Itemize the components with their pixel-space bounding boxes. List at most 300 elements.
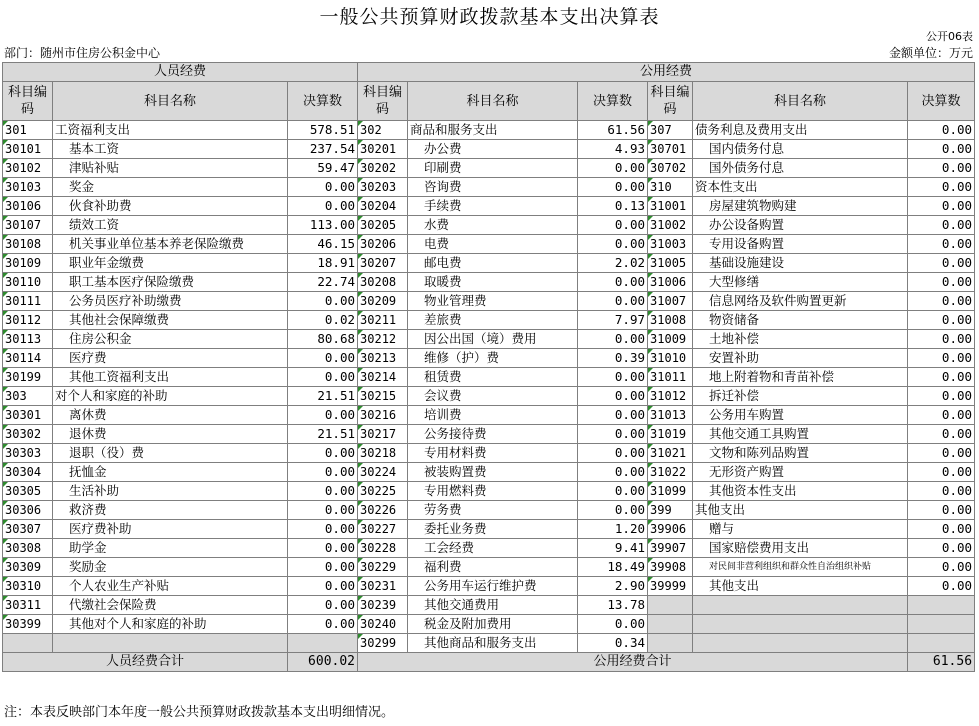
amount-cell: 0.00 [288,539,358,558]
subject-name-cell: 因公出国（境）费用 [408,330,578,349]
cell-indicator-icon [648,349,653,354]
subject-name-cell: 培训费 [408,406,578,425]
cell-indicator-icon [358,273,363,278]
column-header-row [3,82,975,121]
cell-indicator-icon [358,368,363,373]
subject-code-cell: 31013 [648,406,693,425]
subject-code-cell: 30114 [3,349,53,368]
subject-name-cell: 被装购置费 [408,463,578,482]
department-label: 部门：随州市住房公积金中心 [4,46,161,60]
subject-code-cell: 30209 [358,292,408,311]
subject-code-cell: 30202 [358,159,408,178]
cell-indicator-icon [648,425,653,430]
subject-code-cell: 31021 [648,444,693,463]
cell-indicator-icon [3,406,8,411]
amount-cell: 0.00 [908,159,975,178]
subject-name-cell: 奖金 [53,178,288,197]
subject-name-cell: 专用设备购置 [693,235,908,254]
cell-indicator-icon [3,577,8,582]
subject-name-cell [693,596,908,615]
amount-cell: 0.00 [578,463,648,482]
cell-indicator-icon [648,216,653,221]
amount-cell: 0.00 [578,292,648,311]
cell-indicator-icon [3,178,8,183]
table-row [3,596,975,615]
table-row [3,254,975,273]
cell-indicator-icon [358,501,363,506]
cell-indicator-icon [648,444,653,449]
amount-cell: 0.00 [908,577,975,596]
subject-name-cell: 文物和陈列品购置 [693,444,908,463]
subject-code-cell: 31012 [648,387,693,406]
amount-cell: 0.00 [288,368,358,387]
subject-name-cell: 赠与 [693,520,908,539]
header-code: 科目编码 [648,82,693,121]
subject-name-cell: 工资福利支出 [53,121,288,140]
header-name: 科目名称 [408,82,578,121]
amount-cell: 0.00 [288,349,358,368]
subject-code-cell: 30310 [3,577,53,596]
subject-code-cell: 302 [358,121,408,140]
cell-indicator-icon [3,368,8,373]
amount-cell: 0.00 [578,178,648,197]
subject-name-cell: 物业管理费 [408,292,578,311]
cell-indicator-icon [648,387,653,392]
amount-cell: 7.97 [578,311,648,330]
subject-name-cell: 个人农业生产补贴 [53,577,288,596]
subject-name-cell: 印刷费 [408,159,578,178]
cell-indicator-icon [358,615,363,620]
subject-name-cell: 房屋建筑物购建 [693,197,908,216]
subject-name-cell: 医疗费 [53,349,288,368]
amount-cell: 0.00 [908,501,975,520]
subject-name-cell: 公务员医疗补助缴费 [53,292,288,311]
cell-indicator-icon [3,444,8,449]
cell-indicator-icon [648,140,653,145]
subject-name-cell: 代缴社会保险费 [53,596,288,615]
subject-name-cell: 退休费 [53,425,288,444]
subject-name-cell: 差旅费 [408,311,578,330]
cell-indicator-icon [3,235,8,240]
subject-code-cell: 30212 [358,330,408,349]
cell-indicator-icon [3,425,8,430]
subject-code-cell: 30303 [3,444,53,463]
table-row [3,577,975,596]
amount-cell: 0.00 [288,444,358,463]
amount-cell: 59.47 [288,159,358,178]
subject-code-cell: 39906 [648,520,693,539]
table-row [3,311,975,330]
amount-cell: 0.00 [908,387,975,406]
amount-cell: 0.00 [288,463,358,482]
amount-cell [908,634,975,653]
cell-indicator-icon [3,311,8,316]
subject-name-cell: 其他社会保障缴费 [53,311,288,330]
cell-indicator-icon [648,235,653,240]
cell-indicator-icon [648,520,653,525]
subject-code-cell: 39908 [648,558,693,577]
amount-cell: 2.90 [578,577,648,596]
subject-code-cell: 30239 [358,596,408,615]
cell-indicator-icon [358,197,363,202]
amount-cell: 0.00 [288,501,358,520]
subject-code-cell: 30702 [648,159,693,178]
subject-name-cell: 救济费 [53,501,288,520]
cell-indicator-icon [358,178,363,183]
subject-code-cell: 30227 [358,520,408,539]
cell-indicator-icon [3,330,8,335]
cell-indicator-icon [358,254,363,259]
subject-code-cell: 30299 [358,634,408,653]
table-row [3,387,975,406]
amount-cell: 18.49 [578,558,648,577]
subject-code-cell: 30203 [358,178,408,197]
subject-code-cell: 30399 [3,615,53,634]
cell-indicator-icon [3,254,8,259]
cell-indicator-icon [3,349,8,354]
subject-name-cell: 信息网络及软件购置更新 [693,292,908,311]
subject-code-cell: 30213 [358,349,408,368]
amount-cell: 0.00 [578,482,648,501]
subject-name-cell: 其他支出 [693,501,908,520]
table-row [3,292,975,311]
subject-name-cell: 无形资产购置 [693,463,908,482]
amount-cell: 4.93 [578,140,648,159]
table-row [3,501,975,520]
amount-cell: 0.00 [908,463,975,482]
amount-cell [288,634,358,653]
subject-name-cell: 奖励金 [53,558,288,577]
amount-cell: 9.41 [578,539,648,558]
amount-cell: 0.00 [908,482,975,501]
cell-indicator-icon [3,539,8,544]
personnel-total-label: 人员经费合计 [3,653,288,672]
subject-code-cell: 30231 [358,577,408,596]
cell-indicator-icon [358,596,363,601]
header-amount: 决算数 [288,82,358,121]
cell-indicator-icon [648,577,653,582]
section-header-row [3,63,975,82]
subject-code-cell: 30307 [3,520,53,539]
cell-indicator-icon [3,216,8,221]
subject-name-cell: 拆迁补偿 [693,387,908,406]
cell-indicator-icon [3,520,8,525]
cell-indicator-icon [358,577,363,582]
header-name: 科目名称 [693,82,908,121]
amount-cell: 0.00 [908,121,975,140]
subject-name-cell: 维修（护）费 [408,349,578,368]
amount-cell: 0.00 [578,406,648,425]
table-row [3,558,975,577]
subject-code-cell: 30228 [358,539,408,558]
table-row [3,634,975,653]
amount-cell: 0.00 [908,444,975,463]
cell-indicator-icon [358,520,363,525]
cell-indicator-icon [358,444,363,449]
subject-name-cell: 租赁费 [408,368,578,387]
amount-cell: 21.51 [288,425,358,444]
amount-cell: 0.02 [288,311,358,330]
amount-cell: 0.00 [288,292,358,311]
table-row [3,615,975,634]
subject-name-cell: 机关事业单位基本养老保险缴费 [53,235,288,254]
subject-name-cell: 住房公积金 [53,330,288,349]
subject-name-cell: 助学金 [53,539,288,558]
table-row [3,216,975,235]
subject-name-cell: 其他工资福利支出 [53,368,288,387]
subject-code-cell: 30226 [358,501,408,520]
amount-cell: 0.00 [578,216,648,235]
subject-code-cell: 30103 [3,178,53,197]
cell-indicator-icon [3,615,8,620]
cell-indicator-icon [358,406,363,411]
cell-indicator-icon [358,349,363,354]
subject-code-cell: 31002 [648,216,693,235]
subject-code-cell: 30216 [358,406,408,425]
subject-code-cell: 30214 [358,368,408,387]
subject-code-cell: 30108 [3,235,53,254]
cell-indicator-icon [3,273,8,278]
subject-name-cell: 公务接待费 [408,425,578,444]
subject-code-cell: 31009 [648,330,693,349]
subject-name-cell: 生活补助 [53,482,288,501]
personnel-total-value: 600.02 [288,653,358,672]
amount-cell: 0.00 [288,596,358,615]
table-row [3,444,975,463]
subject-name-cell: 离休费 [53,406,288,425]
subject-code-cell: 30101 [3,140,53,159]
public-total-value: 61.56 [908,653,975,672]
cell-indicator-icon [3,501,8,506]
cell-indicator-icon [3,292,8,297]
amount-cell: 0.00 [578,387,648,406]
subject-name-cell: 委托业务费 [408,520,578,539]
header-amount: 决算数 [908,82,975,121]
subject-code-cell: 31099 [648,482,693,501]
subject-code-cell: 399 [648,501,693,520]
subject-name-cell: 手续费 [408,197,578,216]
amount-cell: 0.00 [908,330,975,349]
amount-cell: 0.00 [578,235,648,254]
subject-code-cell: 30111 [3,292,53,311]
subject-code-cell: 30229 [358,558,408,577]
amount-cell: 2.02 [578,254,648,273]
public-total-label: 公用经费合计 [358,653,908,672]
cell-indicator-icon [358,235,363,240]
subject-name-cell: 劳务费 [408,501,578,520]
cell-indicator-icon [648,159,653,164]
cell-indicator-icon [3,463,8,468]
cell-indicator-icon [3,387,8,392]
amount-cell: 113.00 [288,216,358,235]
cell-indicator-icon [3,159,8,164]
amount-cell: 237.54 [288,140,358,159]
subject-code-cell: 30211 [358,311,408,330]
subject-name-cell: 大型修缮 [693,273,908,292]
amount-cell: 0.00 [908,140,975,159]
cell-indicator-icon [3,558,8,563]
amount-cell: 0.00 [908,197,975,216]
subject-code-cell: 30207 [358,254,408,273]
cell-indicator-icon [648,273,653,278]
subject-code-cell: 30199 [3,368,53,387]
amount-cell: 80.68 [288,330,358,349]
subject-name-cell: 其他对个人和家庭的补助 [53,615,288,634]
cell-indicator-icon [648,178,653,183]
totals-row [3,653,975,672]
amount-cell: 0.13 [578,197,648,216]
subject-name-cell: 公务用车购置 [693,406,908,425]
subject-code-cell: 30302 [3,425,53,444]
subject-code-cell: 30205 [358,216,408,235]
subject-name-cell: 安置补助 [693,349,908,368]
subject-name-cell: 基本工资 [53,140,288,159]
subject-code-cell: 31005 [648,254,693,273]
subject-name-cell: 国内债务付息 [693,140,908,159]
subject-code-cell: 31010 [648,349,693,368]
subject-code-cell [648,615,693,634]
amount-cell: 18.91 [288,254,358,273]
cell-indicator-icon [648,197,653,202]
subject-code-cell: 31003 [648,235,693,254]
subject-name-cell: 专用燃料费 [408,482,578,501]
subject-code-cell: 30309 [3,558,53,577]
amount-cell: 0.00 [578,273,648,292]
amount-cell: 0.00 [908,178,975,197]
subject-code-cell: 30107 [3,216,53,235]
subject-name-cell: 商品和服务支出 [408,121,578,140]
cell-indicator-icon [648,558,653,563]
subject-name-cell: 国家赔偿费用支出 [693,539,908,558]
amount-cell: 0.00 [578,330,648,349]
table-row [3,520,975,539]
subject-name-cell: 取暖费 [408,273,578,292]
amount-cell: 46.15 [288,235,358,254]
subject-name-cell: 咨询费 [408,178,578,197]
subject-name-cell: 对个人和家庭的补助 [53,387,288,406]
subject-code-cell: 30201 [358,140,408,159]
subject-code-cell: 30240 [358,615,408,634]
cell-indicator-icon [358,159,363,164]
cell-indicator-icon [358,121,363,126]
table-row [3,482,975,501]
subject-name-cell: 对民间非营利组织和群众性自治组织补贴 [693,558,908,577]
subject-name-cell: 专用材料费 [408,444,578,463]
unit-label: 金额单位：万元 [888,46,973,60]
table-row [3,178,975,197]
table-row [3,121,975,140]
subject-code-cell: 30106 [3,197,53,216]
subject-code-cell: 30701 [648,140,693,159]
amount-cell: 0.00 [578,615,648,634]
subject-code-cell: 30102 [3,159,53,178]
cell-indicator-icon [358,311,363,316]
subject-code-cell: 31001 [648,197,693,216]
amount-cell: 13.78 [578,596,648,615]
subject-name-cell: 伙食补助费 [53,197,288,216]
subject-code-cell: 301 [3,121,53,140]
page-title: 一般公共预算财政拨款基本支出决算表 [319,6,660,28]
subject-code-cell [648,634,693,653]
header-name: 科目名称 [53,82,288,121]
subject-name-cell: 税金及附加费用 [408,615,578,634]
amount-cell: 0.00 [908,292,975,311]
subject-code-cell [3,634,53,653]
subject-code-cell: 39999 [648,577,693,596]
subject-name-cell: 职工基本医疗保险缴费 [53,273,288,292]
cell-indicator-icon [358,463,363,468]
table-row [3,368,975,387]
subject-code-cell: 31019 [648,425,693,444]
amount-cell: 0.00 [288,615,358,634]
footnote: 注：本表反映部门本年度一般公共预算财政拨款基本支出明细情况。 [4,705,395,720]
cell-indicator-icon [648,311,653,316]
cell-indicator-icon [648,463,653,468]
subject-name-cell: 水费 [408,216,578,235]
subject-code-cell: 30112 [3,311,53,330]
subject-code-cell: 31022 [648,463,693,482]
cell-indicator-icon [358,634,363,639]
amount-cell [908,615,975,634]
subject-code-cell: 31008 [648,311,693,330]
cell-indicator-icon [648,368,653,373]
subject-code-cell: 30208 [358,273,408,292]
subject-name-cell: 医疗费补助 [53,520,288,539]
subject-code-cell: 30204 [358,197,408,216]
subject-name-cell: 其他支出 [693,577,908,596]
form-code: 公开06表 [926,30,973,43]
subject-code-cell: 30304 [3,463,53,482]
header-code: 科目编码 [358,82,408,121]
table-row [3,140,975,159]
table-row [3,406,975,425]
amount-cell: 1.20 [578,520,648,539]
amount-cell: 0.00 [578,501,648,520]
subject-code-cell: 30109 [3,254,53,273]
header-code: 科目编码 [3,82,53,121]
amount-cell: 0.39 [578,349,648,368]
table-row [3,330,975,349]
subject-name-cell: 津贴补贴 [53,159,288,178]
amount-cell: 21.51 [288,387,358,406]
subject-name-cell: 其他资本性支出 [693,482,908,501]
table-row [3,425,975,444]
cell-indicator-icon [648,501,653,506]
amount-cell: 0.00 [288,577,358,596]
subject-code-cell: 30113 [3,330,53,349]
cell-indicator-icon [648,482,653,487]
subject-code-cell: 30110 [3,273,53,292]
subject-name-cell: 办公费 [408,140,578,159]
subject-name-cell: 土地补偿 [693,330,908,349]
cell-indicator-icon [648,539,653,544]
cell-indicator-icon [358,425,363,430]
subject-name-cell: 债务利息及费用支出 [693,121,908,140]
subject-name-cell: 其他交通费用 [408,596,578,615]
subject-code-cell: 310 [648,178,693,197]
subject-name-cell: 国外债务付息 [693,159,908,178]
subject-code-cell: 30306 [3,501,53,520]
subject-code-cell [648,596,693,615]
subject-name-cell: 办公设备购置 [693,216,908,235]
subject-name-cell [693,634,908,653]
amount-cell: 0.00 [908,539,975,558]
amount-cell: 0.00 [578,159,648,178]
cell-indicator-icon [358,216,363,221]
subject-code-cell: 31011 [648,368,693,387]
subject-code-cell: 31006 [648,273,693,292]
amount-cell: 0.00 [908,406,975,425]
